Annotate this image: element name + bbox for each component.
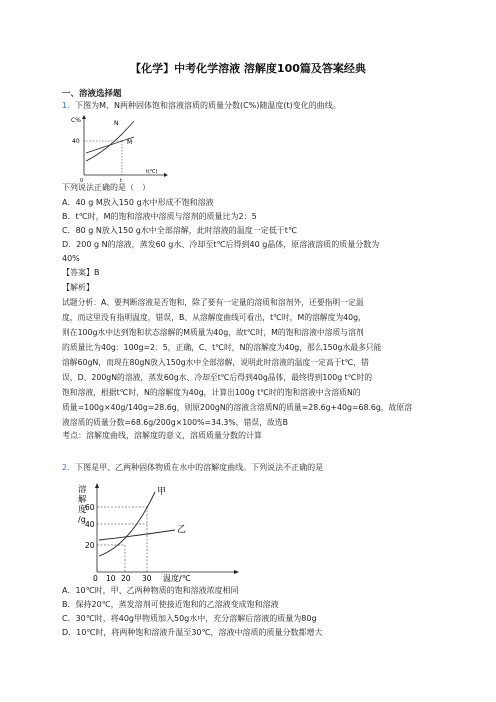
- y-tick-60: 60: [85, 503, 95, 512]
- y-tick-40: 40: [72, 138, 80, 145]
- svg-text:t: t: [120, 178, 122, 183]
- svg-text:度: 度: [78, 505, 87, 515]
- answer: 【答案】B: [62, 268, 100, 277]
- option-d: D．10℃时，将两种饱和溶液升温至30℃，溶液中溶质的质量分数都增大: [62, 628, 323, 637]
- question-1-stem: 1．下图为M、N两种固体饱和溶液溶质的质量分数(C%)随温度(t)变化的曲线。: [62, 101, 341, 110]
- curve-yi: [99, 530, 175, 540]
- question-number: 1．: [62, 101, 76, 110]
- curve-m-label: M: [127, 139, 133, 146]
- option-d-continued: 40%: [62, 254, 80, 263]
- document-title: 【化学】中考化学溶液 溶解度100篇及答案经典: [130, 62, 366, 75]
- question-1-graph: [70, 113, 170, 183]
- svg-text:/g: /g: [78, 515, 86, 524]
- y-tick-20: 20: [85, 541, 95, 550]
- option-c: C．30℃时，将40g甲物质加入50g水中，充分溶解后溶液的质量为80g: [62, 614, 317, 623]
- svg-text:30: 30: [142, 574, 152, 582]
- y-axis-label: C%: [71, 117, 81, 124]
- option-c: C．80 g N放入150 g水中全部溶解，此时溶液的温度一定低于t℃: [62, 226, 297, 235]
- svg-text:0: 0: [80, 178, 84, 183]
- x-axis-label: 温度/℃: [163, 574, 191, 582]
- question-2-graph: [75, 480, 245, 582]
- question-number: 2．: [62, 463, 76, 472]
- curve-jia-label: 甲: [157, 487, 167, 497]
- question-2-stem: 2．下图是甲、乙两种固体物质在水中的溶解度曲线。下列说法不正确的是: [62, 463, 324, 472]
- option-b: B．保持20℃，蒸发溶剂可使接近饱和的乙溶液变成饱和溶液: [62, 600, 279, 609]
- y-axis-label: 溶: [78, 485, 87, 495]
- option-b: B．t℃时，M的饱和溶液中溶质与溶剂的质量比为2：5: [62, 212, 257, 221]
- x-axis-label: t(℃): [146, 169, 158, 175]
- option-a: A．10℃时，甲、乙两种物质的饱和溶液浓度相同: [62, 586, 239, 595]
- option-a: A．40 g M放入150 g水中形成不饱和溶液: [62, 198, 214, 207]
- y-tick-40: 40: [85, 520, 95, 529]
- curve-n-label: N: [114, 120, 119, 127]
- knowledge-point: 考点：溶解度曲线，溶解度的意义，溶质质量分数的计算: [62, 431, 262, 440]
- svg-text:0: 0: [93, 574, 98, 582]
- curve-yi-label: 乙: [177, 525, 187, 535]
- analysis-text: 试题分析：A、要判断溶液是否饱和，除了要有一定量的溶质和溶剂外，还要指明一定温 度，而这里没有指明温度，错误，B、从溶解度曲线可看出，t℃时，M的溶解度为40g， 则在100g水中达到饱和状态溶解的M质量为40g，故t℃时，M的饱和溶液中溶质与溶剂 的质量比为40g：100g=2：5，正确，C、t℃时，N的溶解度为40g，那么150g水最多只能 溶解60gN，而现在80gN放入150g水中全部溶解，说明此时溶液的温度一定高于t℃，错 误，D、200gN的溶液，蒸发60g水、冷却至t℃后得到40g晶体，最终得到100g t℃时的 饱和溶液，根据t℃时，N的溶解度为40g，计算出100g t℃时的饱和溶液中含溶质N的 质量=100g×40g/140g=28.6g，则原200gN的溶液含溶质N的质量=28.6g+40g=68.6g，故原溶 液溶质的质量分数=68.6g/200g×100%=34.3%，错误，故选B: [62, 298, 412, 427]
- svg-text:解: 解: [78, 495, 87, 505]
- analysis-label: 【解析】: [62, 283, 94, 292]
- svg-text:20: 20: [121, 574, 131, 582]
- svg-text:10: 10: [106, 574, 116, 582]
- question-1-prompt: 下列说法正确的是（ ）: [62, 183, 150, 192]
- section-heading: 一、溶液选择题: [62, 89, 122, 99]
- option-d: D．200 g N的溶液，蒸发60 g水、冷却至t℃后得到40 g晶体，原溶液溶质的质量分数为: [62, 240, 380, 249]
